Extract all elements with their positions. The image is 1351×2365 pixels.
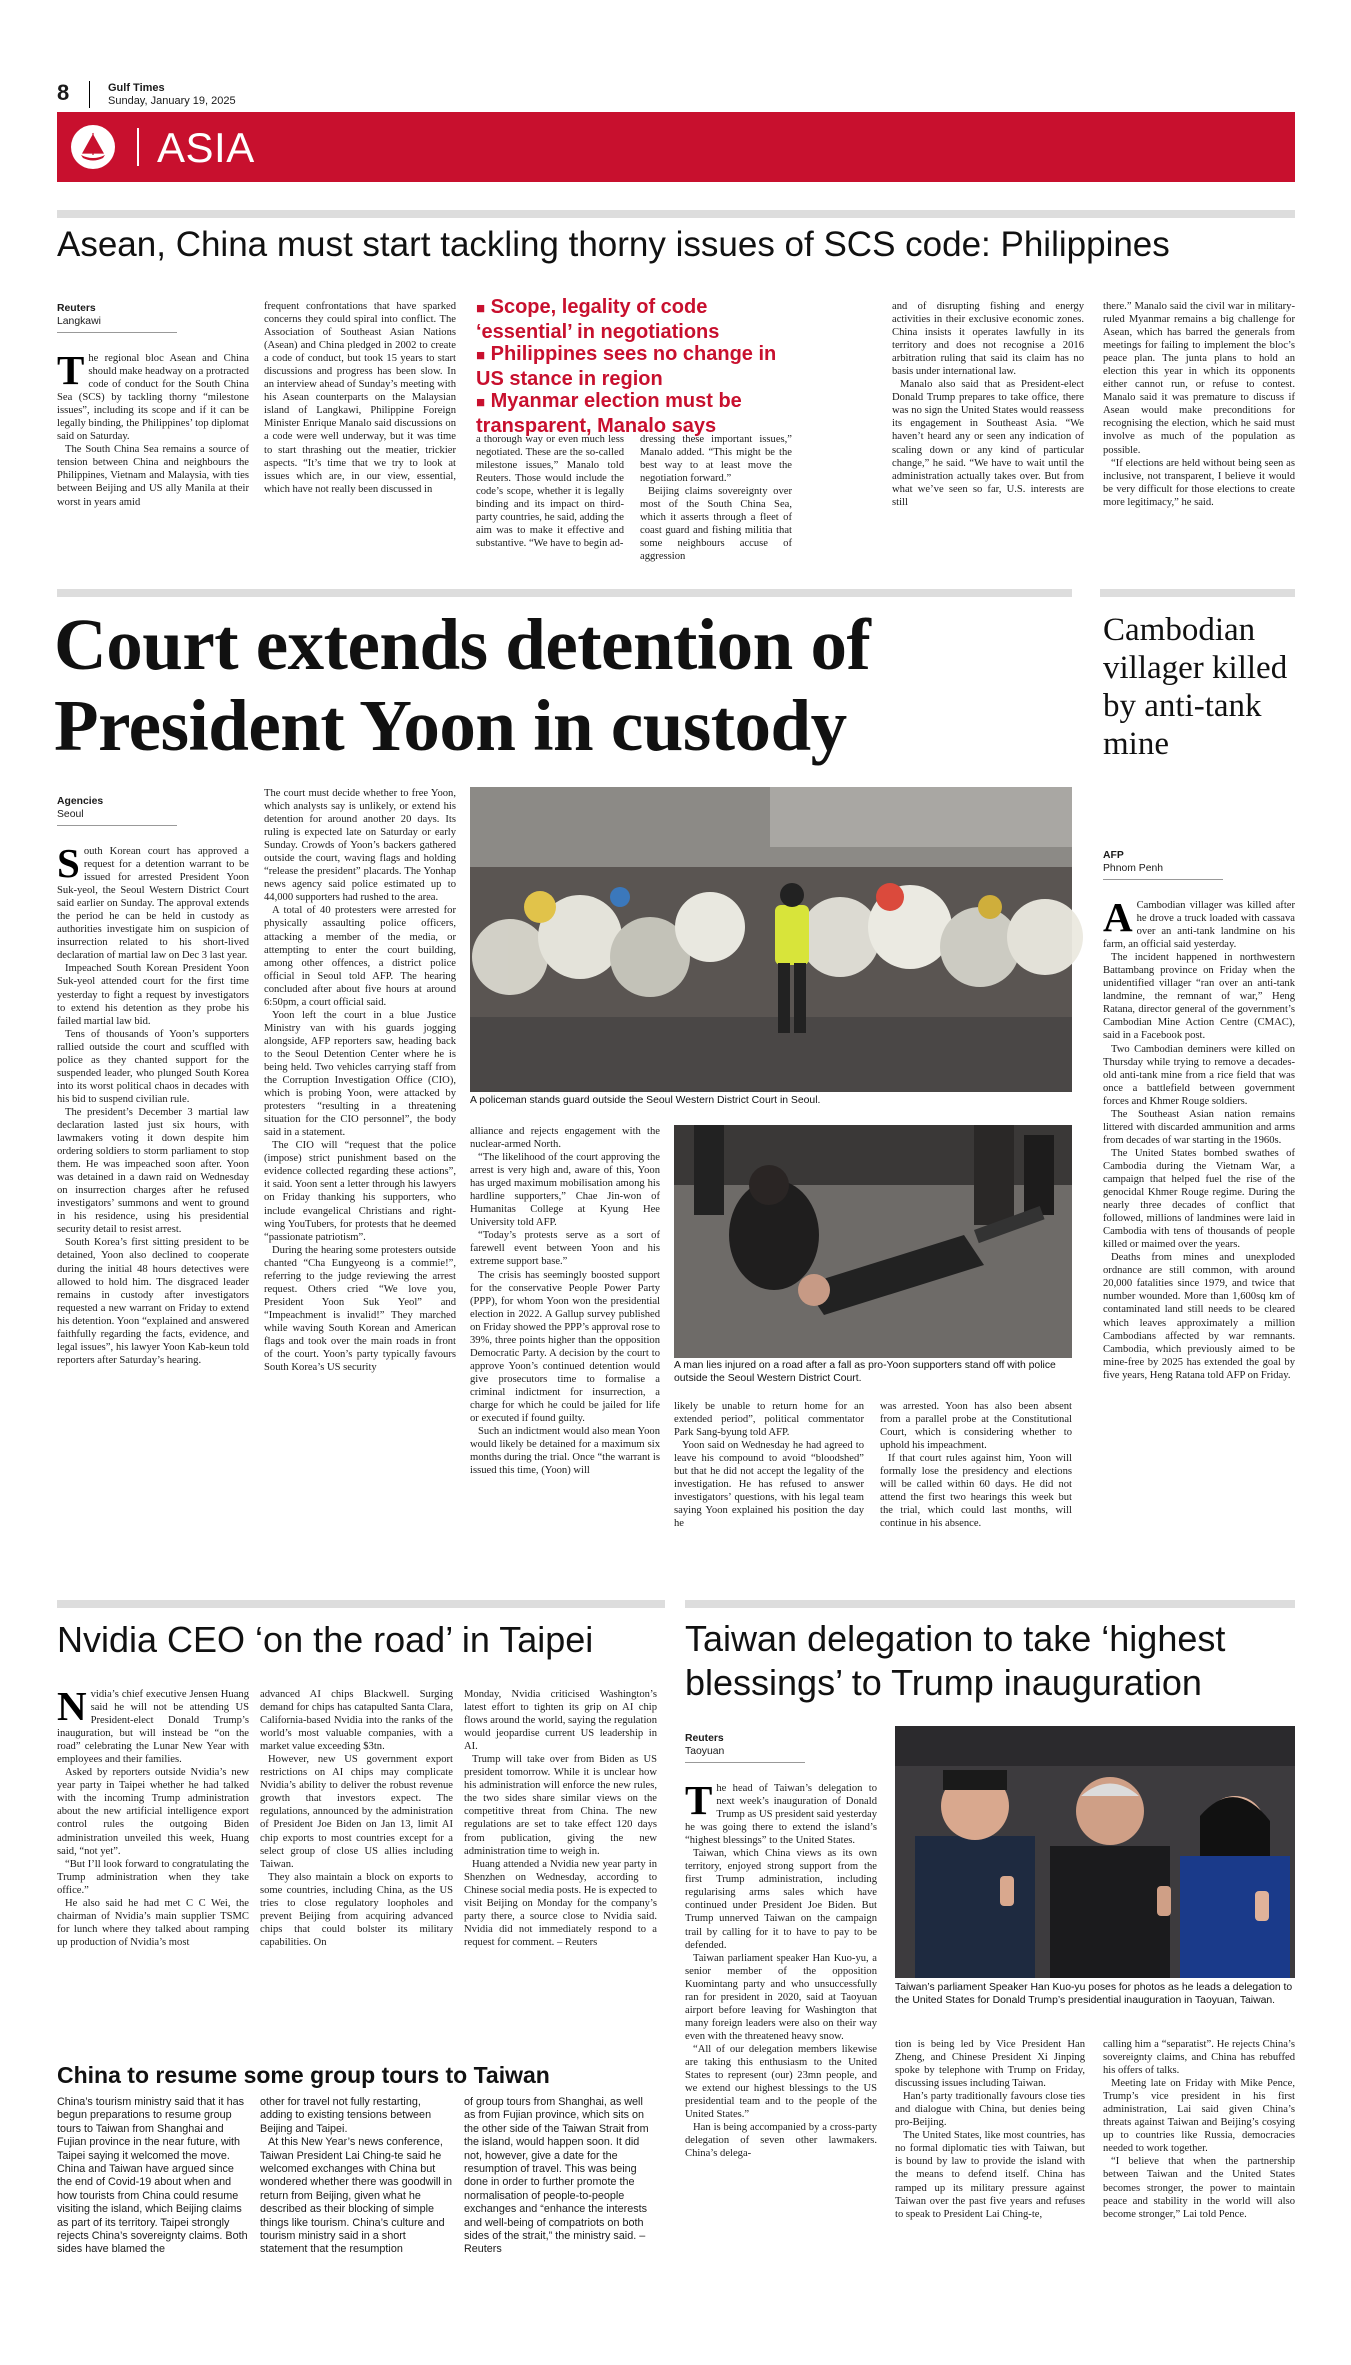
paragraph: The court must decide whether to free Yoon, which analysts say is unlikely, or extend his detention for around another 20 days. Its ruling is expected late on Saturday or early Sunday. Crowds of Yoon’s backers gathered outside the court, waving flags and holding “release the president” placards. The Yonhap news agency said police estimated up to 44,000 supporters had rushed to the area. [264, 788, 456, 904]
scs-col-5 [892, 300, 1084, 564]
cambodia-col [1103, 894, 1295, 1562]
taiwan-photo [895, 1726, 1295, 1978]
paragraph: Two Cambodian deminers were killed on Thursday while trying to remove a decades-old anti-tank mine from a rice field that was once a battlefield between government forces and Khmer Rouge soldiers. [1103, 1043, 1295, 1107]
yoon-col-3 [470, 1125, 660, 1477]
section-title: ASIA [157, 124, 255, 171]
paragraph: of group tours from Shanghai, as well as from Fujian province, which sits on the other side of the Taiwan Strait from the island, would happen soon. It did not, however, give a date for the resumption of travel. This was being done in order to further promote the normalisation of people-to-people exchanges and “enhance the interests and well-being of compatriots on both sides of the strait,” the ministry said. – Reuters [464, 2096, 649, 2256]
paragraph: “The likelihood of the court approving the arrest is very high and, aware of this, Yoon has urged maximum mobilisation among his hardline supporters,” Chae Jin-won of Humanitas College at Kyung Hee University told AFP. [470, 1152, 660, 1229]
paragraph: dressing these important issues,” Manalo added. “This might be the best way to at least move the negotiation forward.” [640, 434, 792, 485]
paragraph: The regional bloc Asean and China should make headway on a protracted code of conduct for the South China Sea (SCS) by tackling thorny “milestone issues”, including its scope and if it can be legally binding, the Philippines’ top diplomat said on Saturday. [57, 347, 249, 443]
page-number: 8 [57, 80, 70, 105]
paragraph: tion is being led by Vice President Han Zheng, and Chinese President Xi Jinping spoke by telephone with Trump on Friday, discussing issues including Taiwan. [895, 2039, 1085, 2090]
paragraph: Beijing claims sovereignty over most of the South China Sea, which it asserts through a fleet of coast guard and fishing militia that some neighbours accuse of aggression [640, 486, 792, 563]
yoon-col-4 [674, 1400, 864, 1562]
yoon-col-5 [880, 1400, 1072, 1562]
paragraph: alliance and rejects engagement with the nuclear-armed North. [470, 1126, 660, 1151]
paragraph: The United States bombed swathes of Cambodia during the Vietnam War, a campaign that helped fuel the rise of the genocidal Khmer Rouge regime. During the nearly three decades of conflict that followed, millions of landmines were laid in Cambodia with tens of thousands of people killed or maimed over the years. [1103, 1147, 1295, 1251]
issue-date: Sunday, January 19, 2025 [108, 95, 236, 107]
scs-col-3 [476, 433, 624, 564]
section-rule [1100, 589, 1295, 597]
paragraph: South Korean court has approved a request for a detention warrant to be issued for arrested President Yoon Suk-yeol, the Seoul Western District Court said earlier on Sunday. The approval extends the period he can be held in custody as authorities investigate him on suspicion of insurrection related to his short-lived declaration of martial law on Dec 3 last year. [57, 840, 249, 962]
scs-col-4 [640, 433, 792, 564]
paragraph: Yoon said on Wednesday he had agreed to leave his compound to avoid “bloodshed” but that he did not accept the legality of the investigation. He has refused to answer investigators’ questions, with his legal team saying Yoon explained his position the day he [674, 1440, 864, 1530]
paragraph: During the hearing some protesters outside chanted “Cha Eungyeong is a commie!”, referring to the judge reviewing the arrest request. Others cried “We love you, President Yoon Suk Yeol” and “Impeachment is invalid!” They marched while waving South Korean and American flags and took over the main roads in front of the court. Yoon’s party typically favours South Korea’s US security [264, 1244, 456, 1374]
paragraph: However, new US government export restrictions on AI chips may complicate Nvidia’s ability to deliver the robust revenue growth that investors expect. The regulations, announced by the administration of President Joe Biden on Jan 13, limit AI chip exports to most countries except for a select group of close US allies including Taiwan. [260, 1754, 453, 1870]
paper-name: Gulf Times [108, 82, 165, 94]
paragraph: Nvidia’s chief executive Jensen Huang said he will not be attending US President-elect Donald Trump’s inauguration, but will instead be “on the road” celebrating the Lunar New Year with employees and their families. [57, 1683, 249, 1766]
yoon-dateline: Seoul [57, 808, 177, 826]
paragraph: The incident happened in northwestern Battambang province on Friday when the unidentified villager “ran over an anti-tank landmine, the remnant of war,” Heng Ratana, director general of the government’s Cambodian Mine Action Centre (CMAC), said in a Facebook post. [1103, 952, 1295, 1042]
scs-col-1 [57, 347, 249, 564]
paragraph: was arrested. Yoon has also been absent from a parallel probe at the Constitutional Court, which is considering whether to uphold his impeachment. [880, 1401, 1072, 1452]
nvidia-headline: Nvidia CEO ‘on the road’ in Taipei [57, 1619, 594, 1660]
logo-icon [71, 125, 115, 169]
paragraph: If that court rules against him, Yoon will formally lose the presidency and elections will be called within 60 days. He did not attend the first two hearings this week but the trial, which could last months, will continue in his absence. [880, 1453, 1072, 1530]
paragraph: a thorough way or even much less negotiated. These are the so-called milestone issues,” Manalo told Reuters. Those would include the code’s scope, whether it is legally binding and its impact on third-party countries, he said, adding the aim was to make it effective and substantive. “We have to begin ad- [476, 434, 624, 550]
yoon-photo-injured [674, 1125, 1072, 1358]
yoon-col-2 [264, 787, 456, 1562]
paragraph: Taiwan parliament speaker Han Kuo-yu, a senior member of the opposition Kuomintang party and who unsuccessfully ran for president in 2020, said at Taoyuan airport before leaving for Washington that many foreign leaders were also on their way even with the threatened heavy snow. [685, 1952, 877, 2042]
paragraph: Taiwan, which China views as its own territory, enjoyed strong support from the first Trump administration, including regularising arms sales which have continued under President Joe Biden. But Trump unnerved Taiwan on the campaign trail by calling for it to have to pay to be defended. [685, 1848, 877, 1951]
paragraph: Han is being accompanied by a cross-party delegation of seven other lawmakers. China’s delega- [685, 2122, 877, 2160]
scs-col-6 [1103, 300, 1295, 564]
paragraph: “All of our delegation members likewise are taking this enthusiasm to the United States to represent (our) 23mn people, and we extend our highest blessings to the US presidential team and to the people of the United States.” [685, 2043, 877, 2121]
paragraph: At this New Year’s news conference, Taiwan President Lai Ching-te said he welcomed exchanges with China but wondered whether there was goodwill in return from Beijing, given what he described as their blocking of simple things like tourism. China’s culture and tourism ministry said in a short statement that the resumption [260, 2136, 453, 2256]
tours-col-3 [464, 2096, 657, 2341]
taiwan-agency: Reuters [685, 1733, 724, 1744]
cambodia-dateline: Phnom Penh [1103, 862, 1223, 880]
yoon-headline: Court extends detention of President Yoon in custody [54, 604, 871, 766]
nvidia-col-3 [464, 1688, 657, 2042]
section-banner [57, 112, 1295, 182]
paragraph: and of disrupting fishing and energy activities in their exclusive economic zones. China insists it operates lawfully in its territory and does not recognise a 2016 arbitration ruling that said its claim has no basis under international law. [892, 301, 1084, 378]
yoon-photo-guard [470, 787, 1072, 1092]
paragraph: calling him a “separatist”. He rejects China’s sovereignty claims, and China has rebuffed his offers of talks. [1103, 2039, 1295, 2077]
taiwan-col-2 [895, 2038, 1085, 2342]
taiwan-headline: Taiwan delegation to take ‘highest blessings’ to Trump inauguration [685, 1618, 1226, 1703]
banner-divider [137, 128, 139, 166]
paragraph: Asked by reporters outside Nvidia’s new year party in Taipei whether he had talked with the incoming Trump administration about the new artificial intelligence export control rules the outgoing Biden administration unveiled this week, Huang said, “not yet”. [57, 1767, 249, 1857]
paragraph: Impeached South Korean President Yoon Suk-yeol attended court for the first time yesterday to fight a request by investigators to extend his detention as they probe his failed martial law bid. [57, 963, 249, 1027]
paragraph: Deaths from mines and unexploded ordnance are still common, with around 20,000 fatalities since 1979, and twice that number wounded. More than 1,600sq km of contaminated land still needs to be cleared which leaves approximately a million Cambodians affected by war remnants. Cambodia, which previously aimed to be mine-free by 2025 has extended the goal by five years, Heng Ratana told AFP on Friday. [1103, 1252, 1295, 1381]
pull-item: ■ Scope, legality of code ‘essential’ in negotiations [476, 296, 720, 343]
paragraph: Yoon left the court in a blue Justice Ministry van with his guards jogging alongside, AFP reporters saw, heading back to the Seoul Detention Center where he is being held. Two vehicles carrying staff from the Corruption Investigation Office (CIO), which is probing Yoon, were attacked by protesters “resulting in a threatening situation for the CIO personnel”, the body said in a statement. [264, 1009, 456, 1139]
tours-col-2 [260, 2096, 453, 2341]
paragraph: “If elections are held without being seen as inclusive, not transparent, I believe it would be very difficult for those elections to create more legitimacy,” he said. [1103, 457, 1295, 508]
paragraph: “I believe that when the partnership between Taiwan and the United States becomes stronger, the power to maintain peace and stability in the world will also become stronger,” Lai told Pence. [1103, 2156, 1295, 2220]
paragraph: Han’s party traditionally favours close ties and dialogue with China, but denies being pro-Beijing. [895, 2091, 1085, 2129]
paragraph: The Southeast Asian nation remains littered with discarded ammunition and arms from decades of war starting in the 1960s. [1103, 1108, 1295, 1146]
yoon-col-1 [57, 840, 249, 1562]
paragraph: The crisis has seemingly boosted support for the conservative People Power Party (PPP), for whom Yoon won the presidential election in 2022. A Gallup survey published on Friday showed the PPP’s approval rose to 39%, three points higher than the opposition Democratic Party. A decision by the court to approve Yoon’s continued detention would give prosecutors time to formalise a criminal indictment for insurrection, a charge for which he could be jailed for life or executed if found guilty. [470, 1269, 660, 1425]
paragraph: Tens of thousands of Yoon’s supporters rallied outside the court and scuffled with police as they chanted support for the suspended leader, who plunged South Korea into its worst political chaos in decades with his bid to suspend civilian rule. [57, 1028, 249, 1105]
paragraph: Trump will take over from Biden as US president tomorrow. While it is unclear how his administration will enforce the new rules, the two sides share similar views on the competitive threat from China. The new regulations are set to take effect 120 days from publication, giving the new administration time to weigh in. [464, 1754, 657, 1857]
taiwan-byline [685, 1732, 805, 1763]
paragraph: South Korea’s first sitting president to be detained, Yoon also declined to cooperate during the initial 48 hours detectives were allowed to hold him. The disgraced leader remains in custody after investigators requested a new warrant on Friday to extend his detention. Yoon “explained and answered faithfully regarding the facts, evidence, and legal issues”, his lawyer Yoon Kab-keun told reporters after Saturday’s hearing. [57, 1237, 249, 1366]
scs-byline [57, 302, 177, 333]
yoon-agency: Agencies [57, 796, 104, 807]
pull-item: ■ Myanmar election must be transparent, Manalo says [476, 390, 742, 437]
paragraph: ACambodian villager was killed after he drove a truck loaded with cassava over an anti-tank landmine on his farm, an official said yesterday. [1103, 894, 1295, 951]
paragraph: They also maintain a block on exports to some countries, including China, as the US tries to close regulatory loopholes and prevent Beijing from acquiring advanced chips that could bolster its military capabilities. On [260, 1871, 453, 1948]
section-rule [57, 210, 1295, 218]
paragraph: The head of Taiwan’s delegation to next week’s inauguration of Donald Trump as US president said yesterday he was going there to extend the island’s “highest blessings” to the United States. [685, 1777, 877, 1847]
paragraph: The South China Sea remains a source of tension between China and neighbours the Philippines, Vietnam and Malaysia, with ties between Beijing and US ally Manila at their worst in years amid [57, 444, 249, 508]
section-rule [685, 1600, 1295, 1608]
paragraph: “Today’s protests serve as a sort of farewell event between Yoon and his extreme support base.” [470, 1230, 660, 1268]
yoon-photo2-caption: A man lies injured on a road after a fall as pro-Yoon supporters stand off with police outside the Seoul Western District Court. [674, 1360, 1056, 1384]
paragraph: “But I’ll look forward to congratulating the Trump administration when they take office.” [57, 1858, 249, 1896]
taiwan-dateline: Taoyuan [685, 1745, 805, 1763]
section-rule [57, 1600, 665, 1608]
paragraph: Huang attended a Nvidia new year party in Shenzhen on Wednesday, according to Chinese social media posts. He is expected to visit Beijing on Monday for the company’s party there, a source close to Nvidia said. Nvidia did not immediately respond to a request for comment. – Reuters [464, 1858, 657, 1948]
tours-headline: China to resume some group tours to Taiwan [57, 2062, 550, 2088]
taiwan-col-1 [685, 1777, 877, 2342]
yoon-byline [57, 795, 177, 826]
paragraph: Monday, Nvidia criticised Washington’s latest effort to tighten its grip on AI chip flows around the world, saying the regulation would jeopardise current US leadership in AI. [464, 1689, 657, 1753]
pull-item: ■ Philippines sees no change in US stance in region [476, 343, 777, 390]
paragraph: The CIO will “request that the police (impose) strict punishment based on the evidence collected regarding these actions”, it said. Yoon sent a letter through his lawyers on Friday thanking his supporters, who include evangelical Christians and right-wing YouTubers, for protests that he deemed “passionate patriotism”. [264, 1140, 456, 1243]
section-rule [57, 589, 1072, 597]
scs-dateline: Langkawi [57, 315, 177, 333]
taiwan-col-3 [1103, 2038, 1295, 2342]
scs-pullquote [476, 296, 792, 437]
paragraph: A total of 40 protesters were arrested for physically assaulting police officers, attacking a member of the media, or attempting to enter the court building, among other offences, a district police official in Seoul told AFP. The hearing concluded after about five hours at around 6:50pm, a court official said. [264, 905, 456, 1008]
paragraph: The United States, like most countries, has no formal diplomatic ties with Taiwan, but is bound by law to provide the island with the means to defend itself. China has ramped up its military pressure against Taiwan over the past five years and refuses to speak to President Lai Ching-te, [895, 2130, 1085, 2220]
paragraph: China’s tourism ministry said that it has begun preparations to resume group tours to Taiwan from Shanghai and Fujian province in the near future, with Taipei saying it welcomed the move. China and Taiwan have argued since the end of Covid-19 about when and how tourists from China could resume visiting the island, which Beijing claims as part of its territory. Taipei strongly rejects China’s sovereignty claims. Both sides have blamed the [57, 2096, 248, 2256]
scs-headline: Asean, China must start tackling thorny issues of SCS code: Philippines [57, 225, 1170, 264]
paragraph: there.” Manalo said the civil war in military-ruled Myanmar remains a big challenge for Asean, which has barred the generals from meetings for failing to implement the bloc’s peace plan. The junta plans to hold an election this year in which its opponents either cannot run, or refuse to contest. Manalo said it was premature to discuss if Asean would make preconditions for recognising the election, which he said must involve as much of the population as possible. [1103, 301, 1295, 456]
nvidia-col-1 [57, 1683, 249, 2042]
yoon-photo1-caption: A policeman stands guard outside the Seoul Western District Court in Seoul. [470, 1095, 821, 1106]
cambodia-headline: Cambodian villager killed by anti-tank mine [1103, 612, 1288, 762]
paragraph: other for travel not fully restarting, adding to existing tensions between Beijing and Taipei. [260, 2096, 432, 2135]
paragraph: Such an indictment would also mean Yoon would likely be detained for a maximum six months during the trial. Once “the warrant is issued this time, (Yoon) will [470, 1426, 660, 1477]
paragraph: Manalo also said that as President-elect Donald Trump prepares to take office, there was no sign the United States would reassess its engagement in Southeast Asia. “We haven’t heard any or seen any indication of scaling down or any kind of particular change,” he said. “We have to wait until the administration actually takes over. But from what we’ve seen so far, U.S. interests are still [892, 379, 1084, 508]
masthead-divider [89, 81, 90, 108]
tours-col-1 [57, 2096, 249, 2341]
paragraph: likely be unable to return home for an extended period”, political commentator Park Sang-byung told AFP. [674, 1401, 864, 1439]
paragraph: Meeting late on Friday with Mike Pence, Trump’s vice president in his first administration, Lai said given China’s threats against Taiwan and Beijing’s cosying up to countries like Russia, democracies needed to work together. [1103, 2078, 1295, 2155]
scs-agency: Reuters [57, 303, 96, 314]
scs-col-2 [264, 300, 456, 564]
paragraph: advanced AI chips Blackwell. Surging demand for chips has catapulted Santa Clara, California-based Nvidia into the ranks of the world’s most valuable companies, with a market value exceeding $3tn. [260, 1689, 453, 1753]
cambodia-agency: AFP [1103, 850, 1124, 861]
taiwan-photo-caption: Taiwan’s parliament Speaker Han Kuo-yu poses for photos as he leads a delegation to the United States for Donald Trump’s presidential inauguration in Taoyuan, Taiwan. [895, 1982, 1293, 2006]
paragraph: The president’s December 3 martial law declaration lasted just six hours, with lawmakers voting it down despite him ordering soldiers to storm parliament to stop them. He was impeached soon after. Yoon was detained in a dawn raid on Wednesday on insurrection charges after he refused investigators’ summons and went to ground in his residence, using his presidential security detail to resist arrest. [57, 1106, 249, 1236]
paragraph: frequent confrontations that have sparked concerns they could spiral into conflict. The Association of Southeast Asian Nations (Asean) and China pledged in 2002 to create a code of conduct, but took 15 years to start discussions and progress has been slow. In an interview ahead of Sunday’s meeting with his Asean counterparts on the Malaysian island of Langkawi, Philippine Foreign Minister Enrique Manalo said discussions on a code were well underway, but it was time to start thrashing out the meatier, trickier aspects. “It’s time that we try to look at issues which are, in our view, essential, which have not really been discussed in [264, 301, 456, 495]
cambodia-byline [1103, 849, 1223, 880]
paragraph: He also said he had met C C Wei, the chairman of Nvidia’s main supplier TSMC for lunch where they talked about ramping up production of Nvidia’s most [57, 1897, 249, 1948]
nvidia-col-2 [260, 1688, 453, 2042]
